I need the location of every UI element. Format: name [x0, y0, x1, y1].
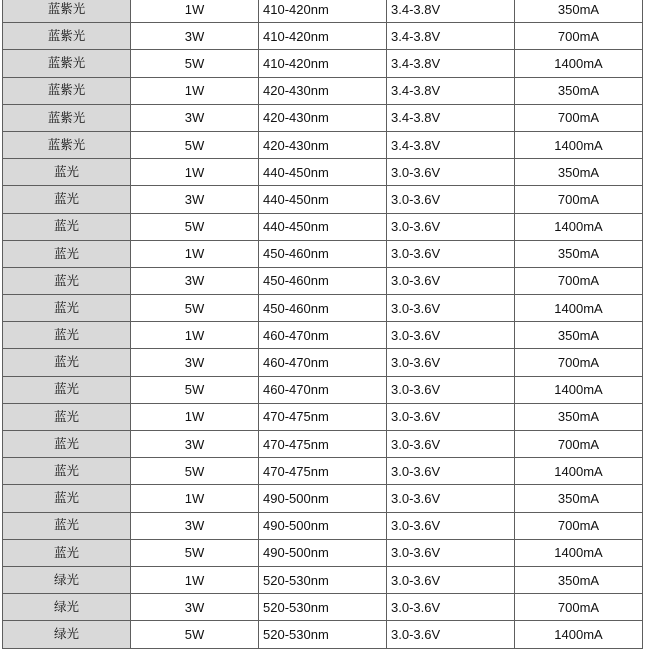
wavelength-cell: 470-475nm: [259, 431, 387, 458]
table-row: [3, 104, 643, 131]
color-cell: 蓝光: [3, 512, 131, 539]
color-cell: 蓝光: [3, 267, 131, 294]
voltage-cell: 3.0-3.6V: [387, 267, 515, 294]
voltage-cell: 3.0-3.6V: [387, 594, 515, 621]
color-cell: 蓝光: [3, 485, 131, 512]
power-cell: 5W: [131, 295, 259, 322]
table-row: [3, 512, 643, 539]
table-row: [3, 159, 643, 186]
current-cell: 1400mA: [515, 376, 643, 403]
wavelength-cell: 520-530nm: [259, 621, 387, 648]
current-cell: 700mA: [515, 186, 643, 213]
current-cell: 350mA: [515, 240, 643, 267]
color-cell: 蓝紫光: [3, 23, 131, 50]
current-cell: 700mA: [515, 267, 643, 294]
color-cell: 绿光: [3, 621, 131, 648]
wavelength-cell: 490-500nm: [259, 485, 387, 512]
voltage-cell: 3.4-3.8V: [387, 0, 515, 23]
power-cell: 3W: [131, 186, 259, 213]
current-cell: 350mA: [515, 566, 643, 593]
current-cell: 1400mA: [515, 295, 643, 322]
power-cell: 5W: [131, 131, 259, 158]
power-cell: 3W: [131, 23, 259, 50]
current-cell: 350mA: [515, 159, 643, 186]
table-row: [3, 0, 643, 23]
table-row: [3, 213, 643, 240]
wavelength-cell: 420-430nm: [259, 131, 387, 158]
power-cell: 5W: [131, 621, 259, 648]
voltage-cell: 3.0-3.6V: [387, 349, 515, 376]
color-cell: 蓝光: [3, 159, 131, 186]
wavelength-cell: 440-450nm: [259, 213, 387, 240]
wavelength-cell: 440-450nm: [259, 186, 387, 213]
color-cell: 蓝光: [3, 458, 131, 485]
voltage-cell: 3.0-3.6V: [387, 485, 515, 512]
wavelength-cell: 460-470nm: [259, 322, 387, 349]
wavelength-cell: 420-430nm: [259, 77, 387, 104]
current-cell: 350mA: [515, 403, 643, 430]
wavelength-cell: 450-460nm: [259, 240, 387, 267]
color-cell: 绿光: [3, 594, 131, 621]
table-row: [3, 349, 643, 376]
wavelength-cell: 450-460nm: [259, 267, 387, 294]
table-row: [3, 186, 643, 213]
table-row: [3, 539, 643, 566]
table-row: [3, 458, 643, 485]
voltage-cell: 3.4-3.8V: [387, 77, 515, 104]
voltage-cell: 3.0-3.6V: [387, 403, 515, 430]
table-row: [3, 77, 643, 104]
table-row: [3, 295, 643, 322]
power-cell: 1W: [131, 566, 259, 593]
table-row: [3, 376, 643, 403]
wavelength-cell: 440-450nm: [259, 159, 387, 186]
voltage-cell: 3.0-3.6V: [387, 539, 515, 566]
current-cell: 700mA: [515, 594, 643, 621]
power-cell: 3W: [131, 349, 259, 376]
power-cell: 5W: [131, 213, 259, 240]
color-cell: 蓝光: [3, 403, 131, 430]
current-cell: 1400mA: [515, 539, 643, 566]
table-row: [3, 50, 643, 77]
voltage-cell: 3.0-3.6V: [387, 458, 515, 485]
wavelength-cell: 490-500nm: [259, 512, 387, 539]
power-cell: 3W: [131, 431, 259, 458]
current-cell: 700mA: [515, 349, 643, 376]
voltage-cell: 3.0-3.6V: [387, 322, 515, 349]
power-cell: 3W: [131, 594, 259, 621]
wavelength-cell: 410-420nm: [259, 50, 387, 77]
current-cell: 1400mA: [515, 131, 643, 158]
wavelength-cell: 470-475nm: [259, 458, 387, 485]
table-row: [3, 267, 643, 294]
power-cell: 5W: [131, 458, 259, 485]
color-cell: 蓝光: [3, 213, 131, 240]
table-row: [3, 131, 643, 158]
color-cell: 蓝光: [3, 539, 131, 566]
led-spec-table-container: [2, 0, 642, 649]
color-cell: 蓝光: [3, 431, 131, 458]
power-cell: 5W: [131, 376, 259, 403]
voltage-cell: 3.0-3.6V: [387, 431, 515, 458]
current-cell: 700mA: [515, 104, 643, 131]
table-row: [3, 594, 643, 621]
voltage-cell: 3.4-3.8V: [387, 23, 515, 50]
table-row: [3, 240, 643, 267]
table-row: [3, 23, 643, 50]
power-cell: 1W: [131, 77, 259, 104]
color-cell: 蓝光: [3, 240, 131, 267]
current-cell: 350mA: [515, 0, 643, 23]
table-row: [3, 322, 643, 349]
voltage-cell: 3.4-3.8V: [387, 131, 515, 158]
voltage-cell: 3.0-3.6V: [387, 621, 515, 648]
wavelength-cell: 420-430nm: [259, 104, 387, 131]
table-row: [3, 403, 643, 430]
voltage-cell: 3.0-3.6V: [387, 213, 515, 240]
voltage-cell: 3.0-3.6V: [387, 512, 515, 539]
wavelength-cell: 490-500nm: [259, 539, 387, 566]
table-row: [3, 566, 643, 593]
current-cell: 1400mA: [515, 50, 643, 77]
table-row: [3, 431, 643, 458]
power-cell: 3W: [131, 104, 259, 131]
power-cell: 5W: [131, 539, 259, 566]
current-cell: 700mA: [515, 431, 643, 458]
table-row: [3, 485, 643, 512]
power-cell: 5W: [131, 50, 259, 77]
current-cell: 1400mA: [515, 458, 643, 485]
wavelength-cell: 460-470nm: [259, 376, 387, 403]
wavelength-cell: 410-420nm: [259, 23, 387, 50]
color-cell: 蓝紫光: [3, 131, 131, 158]
current-cell: 1400mA: [515, 621, 643, 648]
power-cell: 1W: [131, 159, 259, 186]
voltage-cell: 3.0-3.6V: [387, 295, 515, 322]
voltage-cell: 3.0-3.6V: [387, 376, 515, 403]
wavelength-cell: 520-530nm: [259, 594, 387, 621]
color-cell: 蓝紫光: [3, 0, 131, 23]
color-cell: 蓝光: [3, 322, 131, 349]
color-cell: 蓝光: [3, 186, 131, 213]
color-cell: 蓝光: [3, 376, 131, 403]
current-cell: 350mA: [515, 77, 643, 104]
voltage-cell: 3.0-3.6V: [387, 240, 515, 267]
voltage-cell: 3.4-3.8V: [387, 104, 515, 131]
wavelength-cell: 470-475nm: [259, 403, 387, 430]
power-cell: 1W: [131, 0, 259, 23]
power-cell: 3W: [131, 512, 259, 539]
wavelength-cell: 460-470nm: [259, 349, 387, 376]
color-cell: 蓝光: [3, 349, 131, 376]
power-cell: 3W: [131, 267, 259, 294]
table-row: [3, 621, 643, 648]
wavelength-cell: 410-420nm: [259, 0, 387, 23]
led-spec-table: [2, 0, 643, 649]
current-cell: 700mA: [515, 512, 643, 539]
power-cell: 1W: [131, 403, 259, 430]
wavelength-cell: 520-530nm: [259, 566, 387, 593]
current-cell: 350mA: [515, 322, 643, 349]
color-cell: 绿光: [3, 566, 131, 593]
voltage-cell: 3.0-3.6V: [387, 186, 515, 213]
voltage-cell: 3.0-3.6V: [387, 566, 515, 593]
color-cell: 蓝紫光: [3, 77, 131, 104]
current-cell: 700mA: [515, 23, 643, 50]
table-body: [3, 0, 643, 648]
wavelength-cell: 450-460nm: [259, 295, 387, 322]
current-cell: 350mA: [515, 485, 643, 512]
color-cell: 蓝光: [3, 295, 131, 322]
color-cell: 蓝紫光: [3, 50, 131, 77]
power-cell: 1W: [131, 485, 259, 512]
voltage-cell: 3.4-3.8V: [387, 50, 515, 77]
power-cell: 1W: [131, 240, 259, 267]
color-cell: 蓝紫光: [3, 104, 131, 131]
power-cell: 1W: [131, 322, 259, 349]
voltage-cell: 3.0-3.6V: [387, 159, 515, 186]
current-cell: 1400mA: [515, 213, 643, 240]
